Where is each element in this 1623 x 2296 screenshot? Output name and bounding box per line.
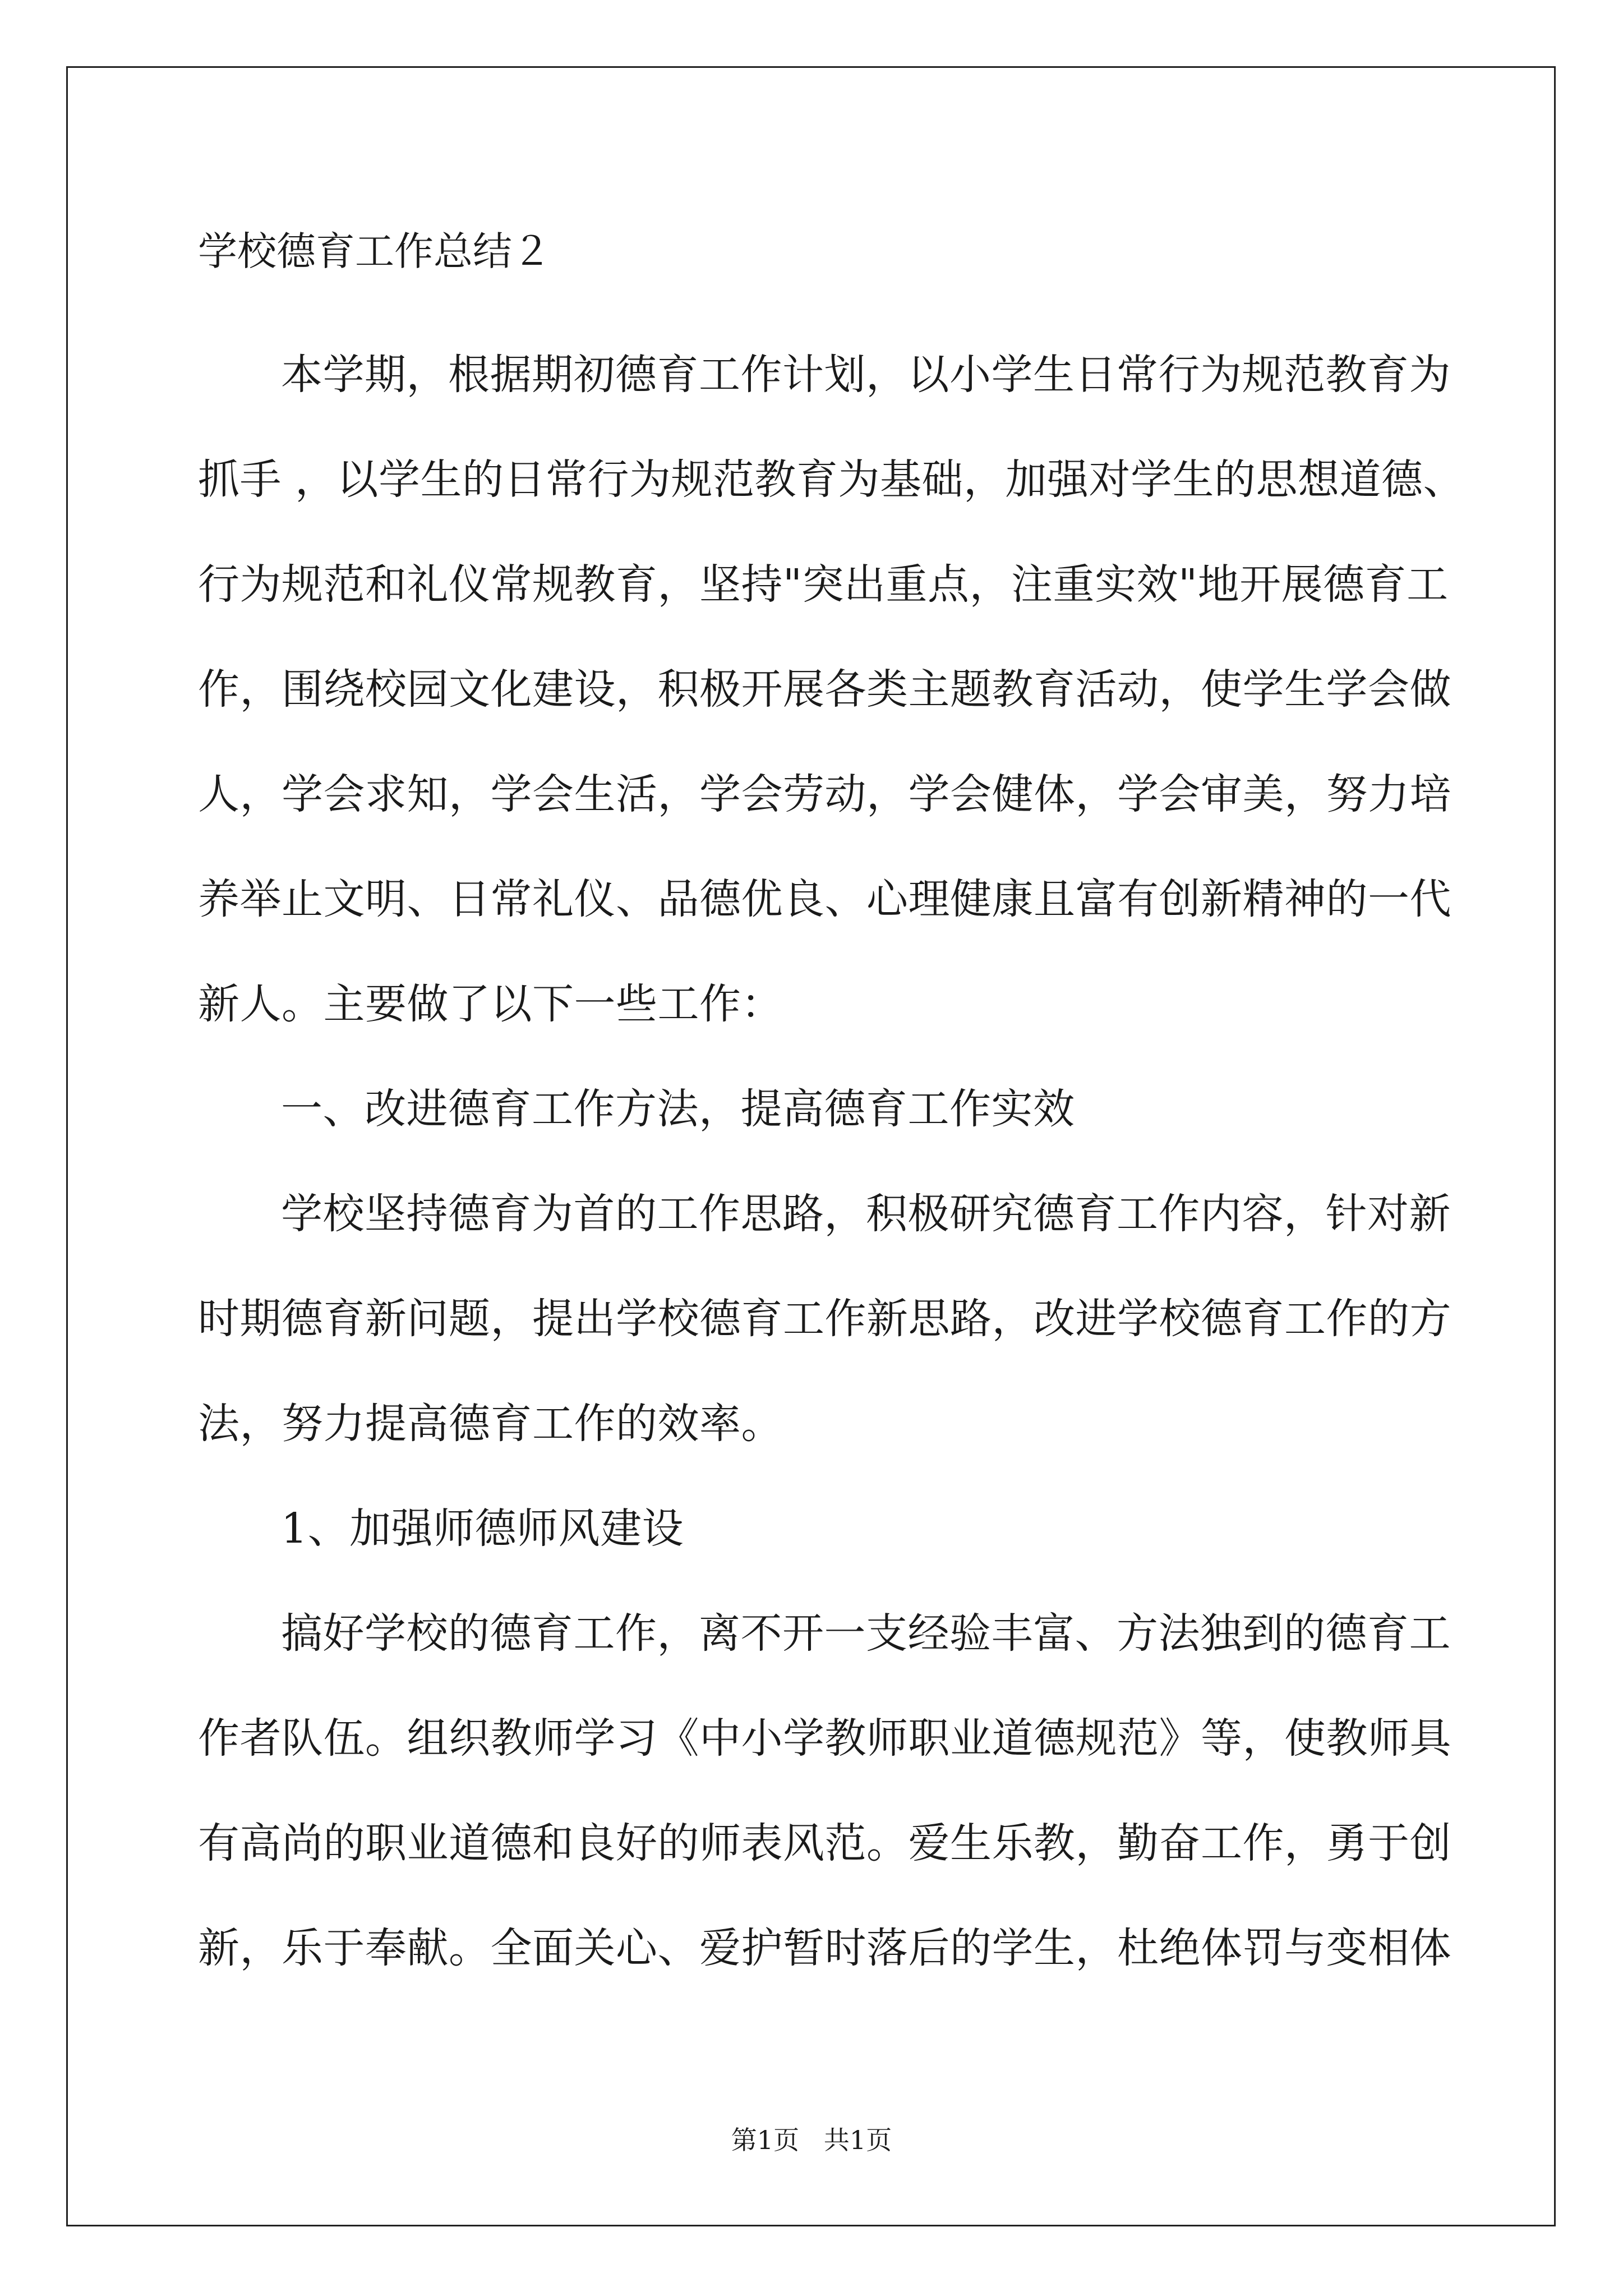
- subsection-heading-1: 1、加强师德师风建设: [281, 1504, 684, 1553]
- page-number-footer: 第1页 共1页: [731, 2125, 892, 2155]
- document-title: 学校德育工作总结２: [198, 228, 551, 274]
- paragraph-intro: 本学期，根据期初德育工作计划，以小学生日常行为规范教育为抓手 ，以学生的日常行为规范教育为基础，加强对学生的思想道德、行为规范和礼仪常规教育，坚持"突出重点，注重实效"地开展德育工作，围绕校园文化建设，积极开展各类主题教育活动，使学生学会做人，学会求知，学会生活，学会劳动，学会健体，学会审美，努力培养举止文明、日常礼仪、品德优良、心理健康且富有创新精神的一代新人。主要做了以下一些工作：: [198, 351, 1465, 1028]
- document-body: [198, 218, 1471, 2001]
- section-heading-1: 一、改进德育工作方法，提高德育工作实效: [281, 1085, 1075, 1133]
- paragraph-subsection-1: 搞好学校的德育工作，离不开一支经验丰富、方法独到的德育工作者队伍。组织教师学习《中小学教师职业道德规范》等，使教师具有高尚的职业道德和良好的师表风范。爱生乐教，勤奋工作，勇于创新，乐于奉献。全面关心、爱护暂时落后的学生，杜绝体罚与变相体: [198, 1609, 1451, 1972]
- paragraph-section-1: 学校坚持德育为首的工作思路，积极研究德育工作内容，针对新时期德育新问题，提出学校德育工作新思路，改进学校德育工作的方法，努力提高德育工作的效率。: [198, 1190, 1451, 1448]
